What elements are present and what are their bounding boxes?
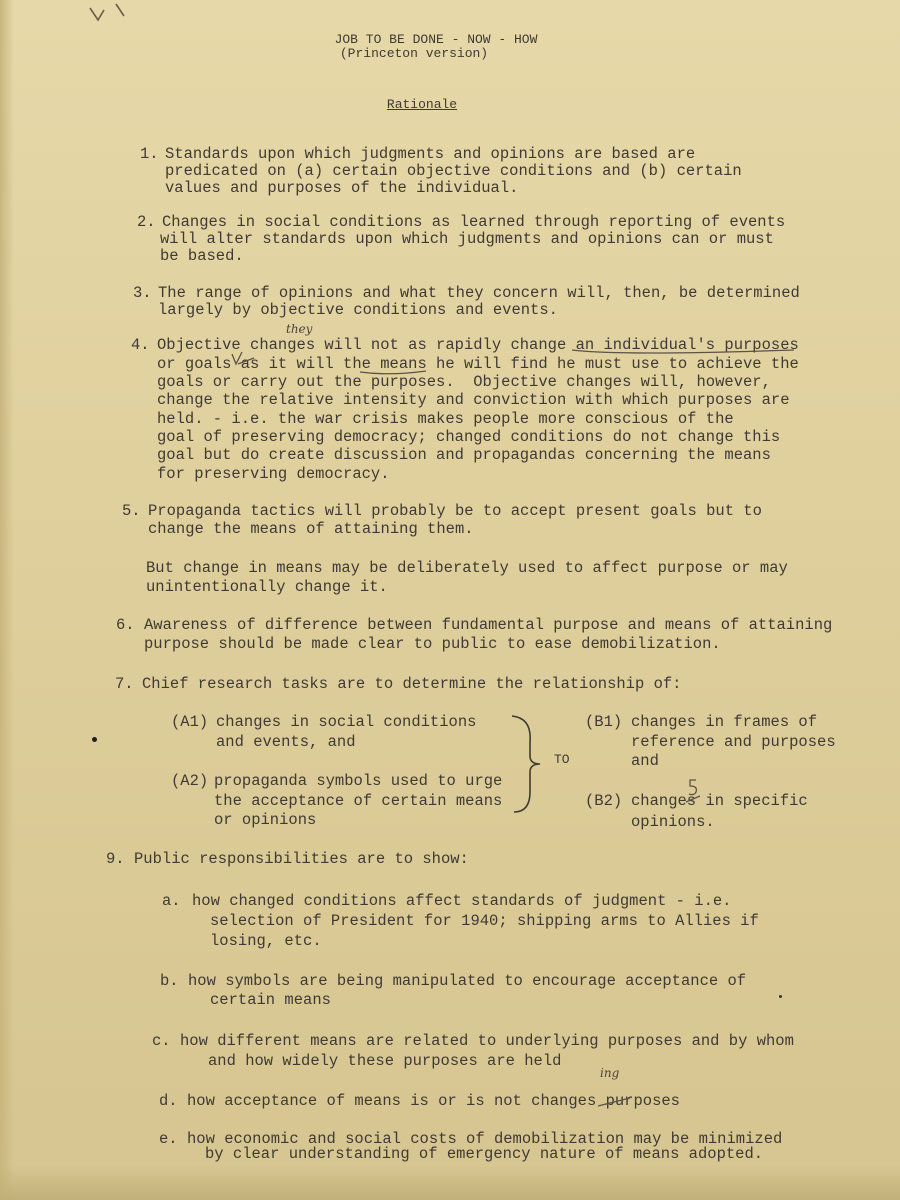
b2-line: changes in specific [631, 792, 808, 810]
item-number: 6. [116, 616, 135, 634]
to-label: TO [554, 752, 570, 767]
label-b1: (B1) [585, 713, 623, 731]
stray-ink-dot [92, 737, 97, 742]
item-4-line: goal but do create discussion and propagandas concerning the means [157, 446, 771, 464]
item-2-line: will alter standards upon which judgments and opinions can or must [160, 230, 774, 248]
item-5-paragraph-line: unintentionally change it. [146, 578, 388, 596]
document-subtitle: (Princeton version) [339, 46, 489, 61]
item-4-line: Objective changes will not as rapidly change an individual's purposes [157, 336, 799, 354]
subitem-label: a. [162, 892, 181, 910]
right-brace-icon [508, 712, 544, 816]
item-number: 3. [133, 284, 152, 302]
label-a1: (A1) [171, 713, 209, 731]
b1-line: reference and purposes [631, 733, 836, 751]
item-1-line: Standards upon which judgments and opinions are based are [165, 145, 696, 163]
item-6-line: Awareness of difference between fundamental purpose and means of attaining [144, 616, 833, 634]
handwritten-annotation: they [286, 322, 313, 336]
item-number: 5. [122, 502, 141, 520]
handwritten-annotation: ing [600, 1066, 620, 1080]
subitem-label: c. [152, 1032, 171, 1050]
item-2-line: Changes in social conditions as learned through reporting of events [162, 213, 786, 231]
handwritten-marks-icon [150, 330, 810, 380]
subitem-b-line: how symbols are being manipulated to encourage acceptance of [188, 972, 747, 990]
item-number: 9. [106, 850, 125, 868]
item-4-line: for preserving democracy. [157, 465, 390, 483]
section-heading: Rationale [386, 97, 458, 112]
subitem-label: b. [160, 972, 179, 990]
subitem-c-line: how different means are related to underlying purposes and by whom [180, 1032, 794, 1050]
item-6-line: purpose should be made clear to public to ease demobilization. [144, 635, 721, 653]
b2-line: opinions. [631, 813, 715, 831]
pencil-mark-icon [88, 2, 132, 24]
item-4-line: or goals as it will the means he will find he must use to achieve the [157, 355, 799, 373]
label-b2: (B2) [585, 792, 623, 810]
b1-line: changes in frames of [631, 713, 818, 731]
a2-line: the acceptance of certain means [214, 792, 503, 810]
item-1-line: values and purposes of the individual. [165, 179, 519, 197]
item-4-line: goals or carry out the purposes. Objective changes will, however, [157, 373, 771, 391]
subitem-c-line: and how widely these purposes are held [208, 1052, 562, 1070]
subitem-e-line: how economic and social costs of demobilization may be minimized [187, 1130, 783, 1148]
label-a2: (A2) [171, 772, 209, 790]
a1-line: and events, and [216, 733, 356, 751]
a2-line: or opinions [214, 811, 317, 829]
strikethrough-mark-icon [596, 1094, 632, 1110]
page-shadow-left [0, 0, 14, 1200]
item-number: 4. [131, 336, 150, 354]
item-4-line: change the relative intensity and conviction with which purposes are [157, 391, 790, 409]
a2-line: propaganda symbols used to urge [214, 772, 503, 790]
subitem-label: d. [159, 1092, 178, 1110]
subitem-a-line: how changed conditions affect standards of judgment - i.e. [192, 892, 732, 910]
item-5-line: change the means of attaining them. [148, 520, 474, 538]
item-2-line: be based. [160, 247, 244, 265]
item-1-line: predicated on (a) certain objective conditions and (b) certain [165, 162, 742, 180]
subitem-d-line: how acceptance of means is or is not changes purposes [187, 1092, 680, 1110]
item-4-line: goal of preserving democracy; changed conditions do not change this [157, 428, 781, 446]
handwritten-correction-icon [684, 778, 704, 808]
item-number: 2. [137, 213, 156, 231]
subitem-e-line: by clear understanding of emergency nature of means adopted. [205, 1145, 764, 1163]
stray-ink-dot [779, 995, 782, 998]
document-title: JOB TO BE DONE - NOW - HOW [334, 32, 538, 47]
item-3-line: largely by objective conditions and events. [158, 301, 558, 319]
subitem-label: e. [159, 1130, 178, 1148]
item-number: 7. [115, 675, 134, 693]
item-4-line: held. - i.e. the war crisis makes people more conscious of the [157, 410, 734, 428]
subitem-a-line: selection of President for 1940; shipping arms to Allies if [210, 912, 759, 930]
item-5-paragraph-line: But change in means may be deliberately used to affect purpose or may [146, 559, 788, 577]
item-9-lead: Public responsibilities are to show: [134, 850, 469, 868]
page-shadow-bottom [0, 1166, 900, 1200]
item-7-lead: Chief research tasks are to determine the relationship of: [142, 675, 682, 693]
a1-line: changes in social conditions [216, 713, 477, 731]
item-3-line: The range of opinions and what they concern will, then, be determined [158, 284, 800, 302]
subitem-a-line: losing, etc. [210, 932, 322, 950]
b1-line: and [631, 752, 659, 770]
item-5-line: Propaganda tactics will probably be to accept present goals but to [148, 502, 762, 520]
subitem-b-line: certain means [210, 991, 331, 1009]
item-number: 1. [140, 145, 159, 163]
